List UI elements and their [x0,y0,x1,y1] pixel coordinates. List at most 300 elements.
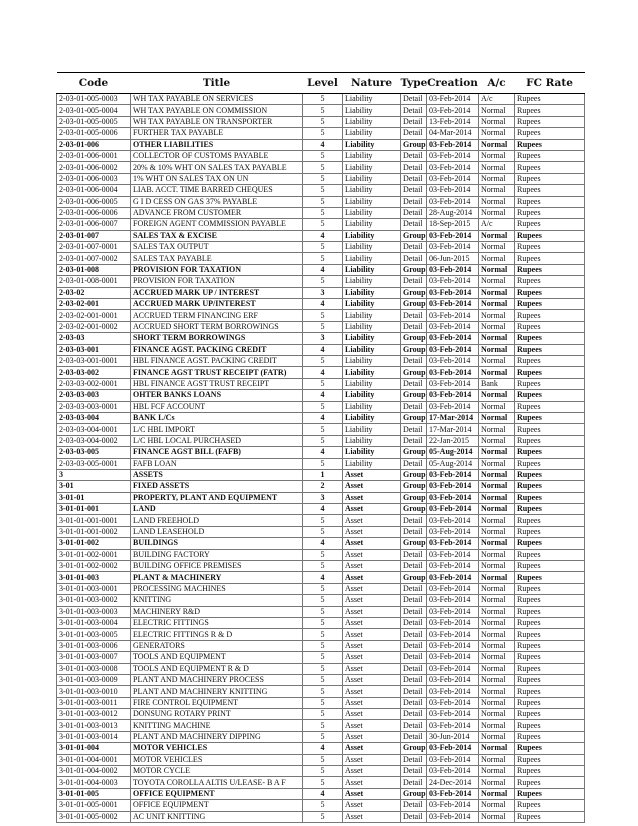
title-cell: SHORT TERM BORROWINGS [131,333,303,344]
nature-cell: Liability [343,94,401,105]
creation-cell: 03-Feb-2014 [427,561,479,572]
level-cell: 4 [303,538,343,549]
table-row [57,492,585,503]
code-cell: 3-01-01-004 [57,743,131,754]
code-cell: 3-01-01-002-0001 [57,549,131,560]
table-row [57,355,585,366]
fc-rate-cell: Rupees [515,287,585,298]
title-cell: FURTHER TAX PAYABLE [131,128,303,139]
table-row [57,515,585,526]
type-cell: Detail [401,606,427,617]
level-cell: 5 [303,253,343,264]
chart-of-accounts-page [56,72,584,823]
code-cell: 2-03-02-001 [57,299,131,310]
ac-cell: Normal [479,549,515,560]
creation-cell: 03-Feb-2014 [427,595,479,606]
nature-cell: Liability [343,412,401,423]
fc-rate-cell: Rupees [515,606,585,617]
code-cell: 2-03-01-005-0003 [57,94,131,105]
nature-cell: Asset [343,743,401,754]
level-cell: 5 [303,766,343,777]
fc-rate-cell: Rupees [515,709,585,720]
title-cell: LAND LEASEHOLD [131,526,303,537]
nature-cell: Asset [343,515,401,526]
creation-cell: 03-Feb-2014 [427,788,479,799]
creation-cell: 03-Feb-2014 [427,606,479,617]
nature-cell: Liability [343,264,401,275]
ac-cell: Normal [479,173,515,184]
ac-cell: Normal [479,686,515,697]
level-cell: 5 [303,424,343,435]
ac-cell: Normal [479,709,515,720]
code-cell: 3-01-01-003-0009 [57,674,131,685]
ac-cell: Normal [479,458,515,469]
code-cell: 3-01-01-002 [57,538,131,549]
table-row [57,287,585,298]
nature-cell: Asset [343,481,401,492]
ac-cell: Normal [479,253,515,264]
table-row [57,105,585,116]
code-cell: 3 [57,469,131,480]
fc-rate-cell: Rupees [515,219,585,230]
ac-cell: Normal [479,754,515,765]
type-cell: Group [401,367,427,378]
table-row [57,299,585,310]
level-cell: 5 [303,663,343,674]
ac-cell: Normal [479,561,515,572]
nature-cell: Asset [343,504,401,515]
creation-cell: 03-Feb-2014 [427,150,479,161]
fc-rate-cell: Rupees [515,458,585,469]
type-cell: Detail [401,94,427,105]
table-row [57,276,585,287]
level-cell: 4 [303,230,343,241]
code-cell: 2-03-01-007-0002 [57,253,131,264]
fc-rate-cell: Rupees [515,549,585,560]
ac-cell: Normal [479,743,515,754]
creation-cell: 03-Feb-2014 [427,709,479,720]
creation-cell: 03-Feb-2014 [427,401,479,412]
title-cell: 20% & 10% WHT ON SALES TAX PAYABLE [131,162,303,173]
level-cell: 5 [303,173,343,184]
type-cell: Detail [401,697,427,708]
code-cell: 3-01-01-004-0002 [57,766,131,777]
nature-cell: Liability [343,355,401,366]
type-cell: Detail [401,128,427,139]
creation-cell: 03-Feb-2014 [427,185,479,196]
table-row [57,435,585,446]
fc-rate-cell: Rupees [515,481,585,492]
table-row [57,333,585,344]
nature-cell: Asset [343,766,401,777]
code-cell: 3-01-01-003-0008 [57,663,131,674]
title-cell: COLLECTOR OF CUSTOMS PAYABLE [131,150,303,161]
type-cell: Detail [401,766,427,777]
title-cell: SALES TAX PAYABLE [131,253,303,264]
level-cell: 5 [303,196,343,207]
type-cell: Detail [401,207,427,218]
title-cell: MOTOR VEHICLES [131,754,303,765]
title-cell: ASSETS [131,469,303,480]
ac-cell: Normal [479,640,515,651]
table-row [57,162,585,173]
code-cell: 3-01-01-003-0013 [57,720,131,731]
header-code: Code [57,73,131,94]
nature-cell: Asset [343,629,401,640]
level-cell: 5 [303,105,343,116]
type-cell: Detail [401,674,427,685]
creation-cell: 03-Feb-2014 [427,549,479,560]
table-row [57,572,585,583]
nature-cell: Liability [343,185,401,196]
table-row [57,173,585,184]
ac-cell: Normal [479,663,515,674]
code-cell: 3-01-01-005-0002 [57,811,131,822]
title-cell: L/C HBL LOCAL PURCHASED [131,435,303,446]
nature-cell: Liability [343,128,401,139]
table-row [57,652,585,663]
nature-cell: Liability [343,344,401,355]
code-cell: 2-03-03-005-0001 [57,458,131,469]
table-row [57,709,585,720]
fc-rate-cell: Rupees [515,435,585,446]
creation-cell: 03-Feb-2014 [427,321,479,332]
title-cell: HBL FINANCE AGST. PACKING CREDIT [131,355,303,366]
title-cell: FIRE CONTROL EQUIPMENT [131,697,303,708]
level-cell: 4 [303,504,343,515]
creation-cell: 03-Feb-2014 [427,230,479,241]
code-cell: 2-03-03-004 [57,412,131,423]
fc-rate-cell: Rupees [515,139,585,150]
level-cell: 4 [303,139,343,150]
creation-cell: 03-Feb-2014 [427,686,479,697]
creation-cell: 03-Feb-2014 [427,617,479,628]
code-cell: 3-01-01-003-0002 [57,595,131,606]
type-cell: Group [401,492,427,503]
creation-cell: 03-Feb-2014 [427,629,479,640]
ac-cell: Normal [479,629,515,640]
creation-cell: 03-Feb-2014 [427,196,479,207]
ac-cell: Normal [479,469,515,480]
title-cell: LIAB. ACCT. TIME BARRED CHEQUES [131,185,303,196]
title-cell: L/C HBL IMPORT [131,424,303,435]
creation-cell: 03-Feb-2014 [427,652,479,663]
creation-cell: 22-Jan-2015 [427,435,479,446]
table-row [57,242,585,253]
creation-cell: 03-Feb-2014 [427,287,479,298]
code-cell: 2-03-01-006-0002 [57,162,131,173]
type-cell: Group [401,538,427,549]
fc-rate-cell: Rupees [515,777,585,788]
title-cell: SALES TAX OUTPUT [131,242,303,253]
title-cell: KNITTING MACHINE [131,720,303,731]
title-cell: PLANT AND MACHINERY KNITTING [131,686,303,697]
table-row [57,697,585,708]
nature-cell: Asset [343,788,401,799]
nature-cell: Liability [343,230,401,241]
type-cell: Detail [401,435,427,446]
code-cell: 2-03-01-008 [57,264,131,275]
title-cell: BUILDINGS [131,538,303,549]
creation-cell: 03-Feb-2014 [427,538,479,549]
creation-cell: 03-Feb-2014 [427,674,479,685]
level-cell: 5 [303,674,343,685]
ac-cell: Normal [479,367,515,378]
type-cell: Detail [401,526,427,537]
code-cell: 2-03-01-006-0007 [57,219,131,230]
code-cell: 2-03-03-002-0001 [57,378,131,389]
nature-cell: Asset [343,663,401,674]
nature-cell: Liability [343,116,401,127]
code-cell: 2-03-01-005-0004 [57,105,131,116]
level-cell: 5 [303,276,343,287]
type-cell: Group [401,447,427,458]
creation-cell: 03-Feb-2014 [427,526,479,537]
level-cell: 5 [303,686,343,697]
code-cell: 3-01-01-003-0007 [57,652,131,663]
table-row [57,310,585,321]
table-row [57,207,585,218]
nature-cell: Liability [343,253,401,264]
ac-cell: Normal [479,185,515,196]
table-row [57,526,585,537]
creation-cell: 03-Feb-2014 [427,310,479,321]
type-cell: Detail [401,583,427,594]
type-cell: Detail [401,595,427,606]
ac-cell: Normal [479,504,515,515]
nature-cell: Liability [343,173,401,184]
type-cell: Detail [401,709,427,720]
ac-cell: Normal [479,731,515,742]
nature-cell: Asset [343,640,401,651]
ac-cell: Normal [479,800,515,811]
creation-cell: 03-Feb-2014 [427,583,479,594]
fc-rate-cell: Rupees [515,424,585,435]
fc-rate-cell: Rupees [515,378,585,389]
type-cell: Detail [401,663,427,674]
fc-rate-cell: Rupees [515,185,585,196]
code-cell: 2-03-03-003-0001 [57,401,131,412]
title-cell: TOYOTA COROLLA ALTIS U/LEASE- B A F [131,777,303,788]
title-cell: WH TAX PAYABLE ON COMMISSION [131,105,303,116]
code-cell: 2-03-01-006-0001 [57,150,131,161]
ac-cell: Normal [479,674,515,685]
creation-cell: 03-Feb-2014 [427,663,479,674]
code-cell: 3-01-01-002-0002 [57,561,131,572]
level-cell: 2 [303,481,343,492]
creation-cell: 03-Feb-2014 [427,276,479,287]
creation-cell: 30-Jun-2014 [427,731,479,742]
table-row [57,321,585,332]
table-row [57,629,585,640]
code-cell: 2-03-03-001 [57,344,131,355]
ac-cell: Normal [479,788,515,799]
ac-cell: Normal [479,196,515,207]
ac-cell: Normal [479,583,515,594]
header-type: Type [401,73,427,94]
table-row [57,424,585,435]
level-cell: 5 [303,652,343,663]
type-cell: Group [401,504,427,515]
level-cell: 5 [303,800,343,811]
fc-rate-cell: Rupees [515,276,585,287]
table-row [57,686,585,697]
ac-cell: Normal [479,492,515,503]
creation-cell: 17-Mar-2014 [427,424,479,435]
type-cell: Group [401,299,427,310]
code-cell: 2-03-01-006-0005 [57,196,131,207]
code-cell: 2-03-02-001-0001 [57,310,131,321]
type-cell: Detail [401,800,427,811]
code-cell: 3-01-01-003-0010 [57,686,131,697]
code-cell: 3-01-01-003-0004 [57,617,131,628]
code-cell: 2-03-03-003 [57,390,131,401]
creation-cell: 03-Feb-2014 [427,515,479,526]
type-cell: Detail [401,310,427,321]
fc-rate-cell: Rupees [515,173,585,184]
type-cell: Detail [401,754,427,765]
title-cell: TOOLS AND EQUIPMENT R & D [131,663,303,674]
type-cell: Group [401,287,427,298]
ac-cell: Normal [479,777,515,788]
type-cell: Detail [401,321,427,332]
nature-cell: Liability [343,242,401,253]
nature-cell: Asset [343,686,401,697]
creation-cell: 03-Feb-2014 [427,390,479,401]
title-cell: ACCRUED TERM FINANCING ERF [131,310,303,321]
type-cell: Detail [401,401,427,412]
table-row [57,743,585,754]
title-cell: MOTOR CYCLE [131,766,303,777]
fc-rate-cell: Rupees [515,720,585,731]
title-cell: 1% WHT ON SALES TAX ON UN [131,173,303,184]
fc-rate-cell: Rupees [515,390,585,401]
table-row [57,663,585,674]
title-cell: HBL FCF ACCOUNT [131,401,303,412]
table-row [57,150,585,161]
nature-cell: Asset [343,800,401,811]
code-cell: 3-01-01-003 [57,572,131,583]
table-row [57,549,585,560]
type-cell: Detail [401,617,427,628]
header-level: Level [303,73,343,94]
creation-cell: 03-Feb-2014 [427,105,479,116]
fc-rate-cell: Rupees [515,367,585,378]
ac-cell: Normal [479,390,515,401]
fc-rate-cell: Rupees [515,595,585,606]
level-cell: 5 [303,811,343,822]
creation-cell: 03-Feb-2014 [427,242,479,253]
type-cell: Group [401,230,427,241]
table-row [57,561,585,572]
ac-cell: Normal [479,333,515,344]
fc-rate-cell: Rupees [515,333,585,344]
type-cell: Detail [401,515,427,526]
ac-cell: Normal [479,595,515,606]
code-cell: 2-03-02 [57,287,131,298]
creation-cell: 18-Sep-2015 [427,219,479,230]
nature-cell: Liability [343,150,401,161]
title-cell: TOOLS AND EQUIPMENT [131,652,303,663]
creation-cell: 03-Feb-2014 [427,697,479,708]
ac-cell: Normal [479,139,515,150]
nature-cell: Liability [343,162,401,173]
level-cell: 5 [303,709,343,720]
table-row [57,401,585,412]
ac-cell: Normal [479,105,515,116]
title-cell: PROVISION FOR TAXATION [131,276,303,287]
type-cell: Group [401,333,427,344]
title-cell: AC UNIT KNITTING [131,811,303,822]
nature-cell: Liability [343,310,401,321]
ac-cell: Normal [479,447,515,458]
fc-rate-cell: Rupees [515,105,585,116]
table-row [57,390,585,401]
nature-cell: Asset [343,777,401,788]
title-cell: WH TAX PAYABLE ON TRANSPORTER [131,116,303,127]
title-cell: LAND [131,504,303,515]
code-cell: 3-01-01-003-0005 [57,629,131,640]
type-cell: Detail [401,150,427,161]
creation-cell: 03-Feb-2014 [427,492,479,503]
table-row [57,412,585,423]
table-row [57,264,585,275]
level-cell: 3 [303,333,343,344]
nature-cell: Asset [343,526,401,537]
table-row [57,504,585,515]
table-row [57,800,585,811]
ac-cell: A/c [479,219,515,230]
type-cell: Detail [401,458,427,469]
type-cell: Group [401,572,427,583]
fc-rate-cell: Rupees [515,572,585,583]
fc-rate-cell: Rupees [515,150,585,161]
type-cell: Group [401,481,427,492]
level-cell: 3 [303,492,343,503]
table-row [57,458,585,469]
level-cell: 5 [303,731,343,742]
creation-cell: 03-Feb-2014 [427,378,479,389]
title-cell: ADVANCE FROM CUSTOMER [131,207,303,218]
level-cell: 4 [303,743,343,754]
nature-cell: Liability [343,196,401,207]
level-cell: 4 [303,447,343,458]
title-cell: G I D CESS ON GAS 37% PAYABLE [131,196,303,207]
fc-rate-cell: Rupees [515,321,585,332]
level-cell: 4 [303,367,343,378]
ac-cell: Normal [479,287,515,298]
nature-cell: Asset [343,606,401,617]
title-cell: PLANT AND MACHINERY PROCESS [131,674,303,685]
ac-cell: Bank [479,378,515,389]
fc-rate-cell: Rupees [515,492,585,503]
table-row [57,640,585,651]
creation-cell: 03-Feb-2014 [427,94,479,105]
code-cell: 2-03-03-002 [57,367,131,378]
table-row [57,777,585,788]
nature-cell: Asset [343,572,401,583]
code-cell: 3-01-01-004-0003 [57,777,131,788]
fc-rate-cell: Rupees [515,538,585,549]
title-cell: OFFICE EQUIPMENT [131,788,303,799]
title-cell: ELECTRIC FITTINGS [131,617,303,628]
nature-cell: Liability [343,458,401,469]
level-cell: 4 [303,412,343,423]
table-row [57,447,585,458]
title-cell: PLANT AND MACHINERY DIPPING [131,731,303,742]
ac-cell: Normal [479,276,515,287]
level-cell: 5 [303,458,343,469]
